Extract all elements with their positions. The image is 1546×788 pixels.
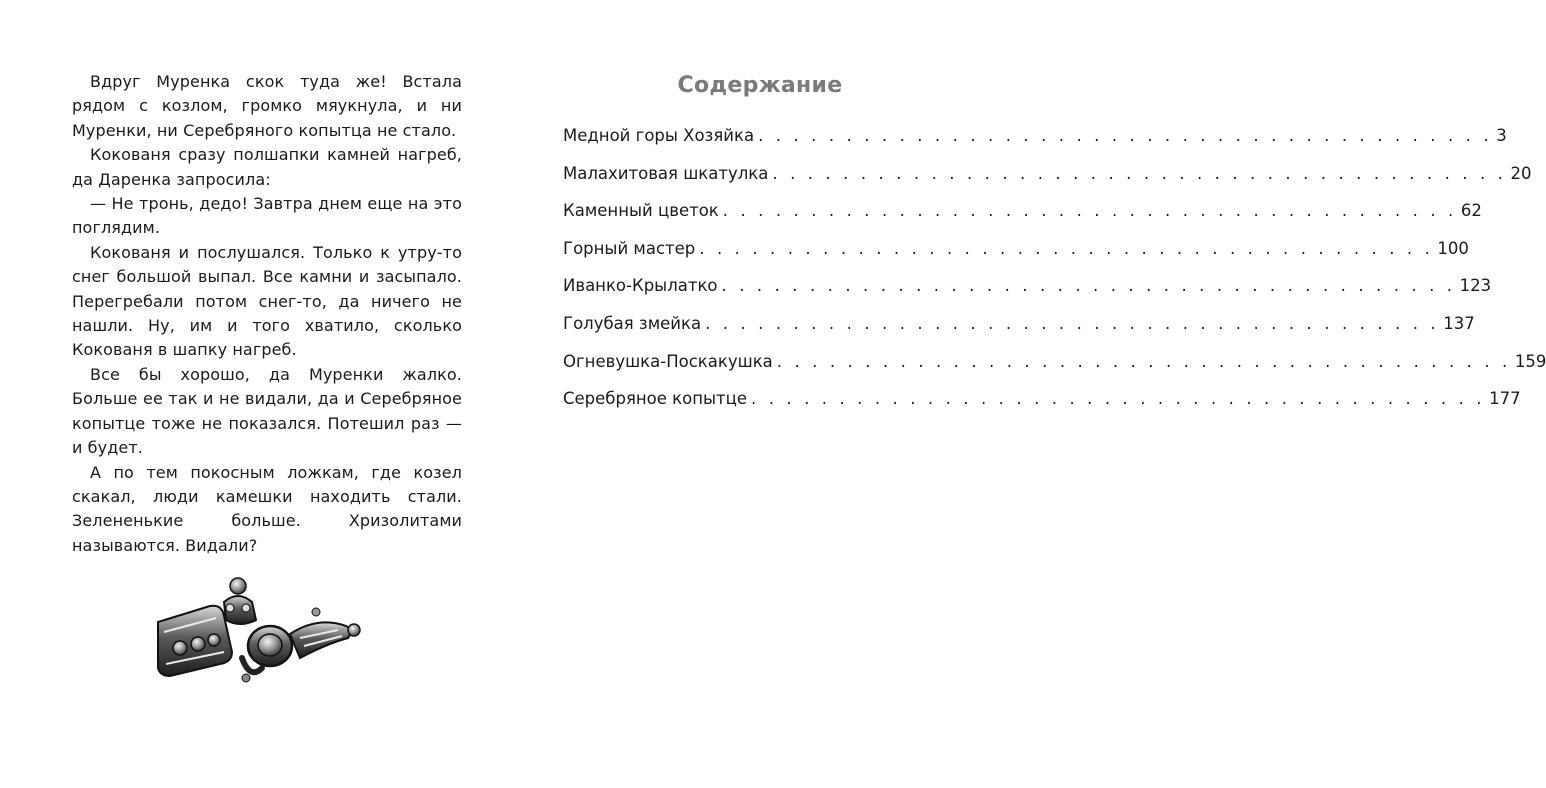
toc-entry-page: 177 <box>1489 389 1521 409</box>
toc-entry-title: Малахитовая шкатулка <box>563 163 769 183</box>
toc-entry-page: 20 <box>1510 163 1532 183</box>
paragraph: Все бы хорошо, да Муренки жалко. Больше ее так и не видали, да и Серебряное копытце тоже не показался. Потешил раз — и будет. <box>72 364 462 458</box>
right-page <box>563 70 1546 425</box>
toc-entry-page: 100 <box>1437 238 1469 258</box>
toc-entry-page: 3 <box>1496 126 1507 145</box>
paragraph: А по тем покосным ложкам, где козел скакал, люди камешки находить стали. Зелененькие больше. Хризолитами называются. Видали? <box>72 462 462 555</box>
toc-entry <box>563 162 1532 200</box>
toc-entry-title: Горный мастер <box>563 238 696 258</box>
toc-leader-dots: . . . . . . . . . . . . . . . . . . . . . . . . . . . . . . . . . . . . . . . . . . <box>721 276 1456 296</box>
toc-leader-dots: . . . . . . . . . . . . . . . . . . . . . . . . . . . . . . . . . . . . . . . . . . <box>758 126 1493 145</box>
toc-entry-title: Иванко-Крылатко <box>563 276 718 296</box>
toc-entry-page: 123 <box>1459 276 1492 296</box>
toc-entry-title: Голубая змейка <box>563 313 702 333</box>
toc-entry <box>563 124 1507 162</box>
toc-entry-title: Медной горы Хозяйка <box>563 126 755 145</box>
toc-entry <box>563 312 1475 350</box>
toc-leader-dots: . . . . . . . . . . . . . . . . . . . . . . . . . . . . . . . . . . . . . . . . . . <box>699 238 1434 258</box>
page-title: Содержание <box>677 73 843 98</box>
toc-leader-dots: . . . . . . . . . . . . . . . . . . . . . . . . . . . . . . . . . . . . . . . . . . <box>722 201 1457 221</box>
toc-entry-title: Серебряное копытце <box>563 389 748 409</box>
paragraph: Вдруг Муренка скок туда же! Встала рядом с козлом, громко мяукнула, и ни Муренки, ни Серебряного копытца не стало. <box>72 72 462 140</box>
toc-leader-dots: . . . . . . . . . . . . . . . . . . . . . . . . . . . . . . . . . . . . . . . . . . <box>772 163 1507 183</box>
toc-entry <box>563 237 1469 275</box>
toc-entry-page: 159 <box>1514 351 1546 371</box>
toc-entry-title: Огневушка-Поскакушка <box>563 351 773 371</box>
decorative-ornament-icon <box>150 572 370 687</box>
toc-leader-dots: . . . . . . . . . . . . . . . . . . . . . . . . . . . . . . . . . . . . . . . . . . <box>751 389 1486 409</box>
toc-entry-title: Каменный цветок <box>563 201 719 221</box>
table-of-contents <box>563 124 1546 425</box>
toc-entry <box>563 199 1482 237</box>
toc-leader-dots: . . . . . . . . . . . . . . . . . . . . . . . . . . . . . . . . . . . . . . . . . . <box>776 351 1511 371</box>
toc-entry-page: 137 <box>1443 313 1475 333</box>
toc-entry <box>563 350 1546 388</box>
left-page <box>72 70 462 558</box>
toc-entry-page: 62 <box>1460 201 1482 221</box>
paragraph: Кокованя сразу полшапки камней нагреб, да Даренка запросила: <box>72 145 462 189</box>
toc-leader-dots: . . . . . . . . . . . . . . . . . . . . . . . . . . . . . . . . . . . . . . . . . . <box>705 313 1440 333</box>
paragraph: Кокованя и послушался. Только к утру-то снег большой выпал. Все камни и засыпало. Перегребали потом снег-то, да ничего не нашли. Ну, им и того хватило, сколько Кокованя в шапку нагреб. <box>72 242 462 360</box>
toc-entry <box>563 274 1492 312</box>
toc-entry <box>563 387 1521 425</box>
paragraph: — Не тронь, дедо! Завтра днем еще на это поглядим. <box>72 194 462 238</box>
